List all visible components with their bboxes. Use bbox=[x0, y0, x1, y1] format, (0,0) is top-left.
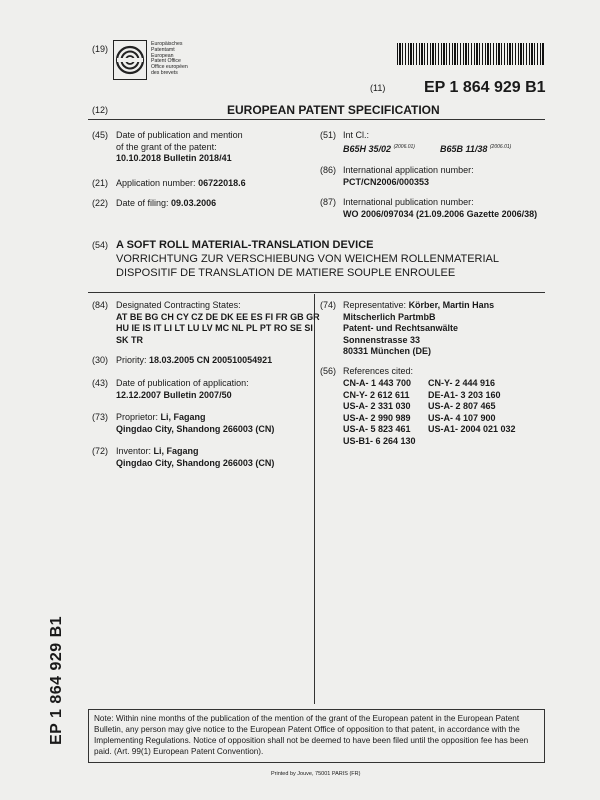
inid-54: (54) bbox=[92, 240, 109, 250]
priority bbox=[116, 355, 272, 367]
inid-45: (45) bbox=[92, 130, 109, 140]
reference-item: US-A1- 2004 021 032 bbox=[428, 424, 516, 434]
inid-73: (73) bbox=[92, 412, 109, 422]
title-english: A SOFT ROLL MATERIAL-TRANSLATION DEVICE bbox=[116, 239, 374, 251]
ipc-version: (2006.01) bbox=[489, 144, 512, 150]
office-line: Patent Office bbox=[151, 58, 181, 65]
grant-label: Date of publication and mention bbox=[116, 130, 243, 140]
reference-item: US-A- 2 331 030 bbox=[343, 401, 411, 411]
office-line: Office européen bbox=[151, 64, 188, 71]
rep-line: Sonnenstrasse 33 bbox=[343, 334, 421, 345]
states-label: Designated Contracting States: bbox=[116, 300, 241, 310]
reference-item: CN-A- 1 443 700 bbox=[343, 378, 412, 388]
int-publication-label: International publication number: bbox=[343, 197, 474, 207]
inid-12: (12) bbox=[92, 105, 109, 115]
inid-86: (86) bbox=[320, 165, 337, 175]
inventor bbox=[116, 446, 274, 469]
rep-line: 80331 München (DE) bbox=[343, 346, 432, 356]
proprietor-label: Proprietor: bbox=[116, 412, 159, 422]
inid-56: (56) bbox=[320, 366, 337, 376]
proprietor-address: Qingdao City, Shandong 266003 (CN) bbox=[116, 423, 275, 434]
inventor-address: Qingdao City, Shandong 266003 (CN) bbox=[116, 457, 275, 468]
opposition-note-box bbox=[88, 709, 545, 763]
int-publication-value: WO 2006/097034 (21.09.2006 Gazette 2006/38) bbox=[343, 208, 538, 219]
reference-item: CN-Y- 2 612 611 bbox=[343, 389, 410, 400]
reference-item: US-A- 4 107 900 bbox=[428, 412, 496, 423]
epo-logo bbox=[113, 40, 193, 84]
ipc-version: (2006.01) bbox=[393, 144, 415, 150]
reference-item bbox=[428, 436, 528, 448]
header-rule bbox=[88, 119, 545, 120]
refs-label: References cited: bbox=[343, 366, 414, 376]
inid-74: (74) bbox=[320, 300, 337, 310]
int-application-value: PCT/CN2006/000353 bbox=[343, 176, 430, 187]
printer-info: Printed by Jouve, 75001 PARIS (FR) bbox=[271, 771, 361, 777]
ipc-class-1 bbox=[343, 142, 415, 156]
reference-item: CN-Y- 2 444 916 bbox=[428, 378, 496, 388]
inid-30: (30) bbox=[92, 355, 109, 365]
apppub-label: Date of publication of application: bbox=[116, 378, 249, 388]
inid-19: (19) bbox=[92, 44, 109, 54]
filing-label: Date of filing: bbox=[116, 198, 169, 208]
office-line: Europäisches bbox=[151, 41, 183, 47]
states-line: SK TR bbox=[116, 334, 143, 345]
application-number bbox=[116, 178, 246, 190]
inid-21: (21) bbox=[92, 178, 109, 188]
office-line: des brevets bbox=[151, 69, 178, 76]
designated-states bbox=[116, 300, 320, 346]
inid-84: (84) bbox=[92, 300, 109, 310]
epo-emblem-icon bbox=[113, 40, 147, 80]
reference-item: US-A- 2 807 465 bbox=[428, 401, 496, 411]
reference-item: DE-A1- 3 203 160 bbox=[428, 389, 501, 400]
column-divider bbox=[314, 294, 315, 704]
title-french: DISPOSITIF DE TRANSLATION DE MATIERE SOUPLE ENROULEE bbox=[116, 267, 456, 279]
ipc-code: B65H 35/02 bbox=[343, 144, 392, 154]
office-line: Patentamt bbox=[151, 46, 175, 53]
office-name-block bbox=[151, 42, 188, 77]
inventor-name: Li, Fagang bbox=[153, 446, 199, 456]
inid-72: (72) bbox=[92, 446, 109, 456]
priority-label: Priority: bbox=[116, 355, 147, 365]
title-block bbox=[116, 238, 499, 280]
spine-publication-number: EP 1 864 929 B1 bbox=[48, 615, 65, 745]
inid-43: (43) bbox=[92, 378, 109, 388]
representative bbox=[343, 300, 494, 358]
opposition-note: Note: Within nine months of the publication of the mention of the grant of the European patent in the European Patent Bulletin, any person may give notice to the European Patent Office of opposition to that patent, in accordance with the Implementing Regulations. Notice of opposition shall not be deemed to have been filed until the opposition fee has been paid. (Art. 99(1) European Patent Convention). bbox=[94, 714, 529, 756]
reference-item: US-A- 5 823 461 bbox=[343, 424, 411, 434]
office-line: European bbox=[151, 52, 174, 59]
application-publication bbox=[116, 378, 249, 401]
intcl-label: Int Cl.: bbox=[343, 130, 370, 140]
application-value: 06722018.6 bbox=[198, 178, 246, 188]
filing-date bbox=[116, 198, 216, 210]
rep-name: Körber, Martin Hans bbox=[408, 300, 495, 310]
grant-date-block bbox=[116, 130, 243, 165]
document-type: EUROPEAN PATENT SPECIFICATION bbox=[227, 103, 440, 117]
barcode bbox=[397, 43, 544, 65]
application-label: Application number: bbox=[116, 178, 196, 188]
title-german: VORRICHTUNG ZUR VERSCHIEBUNG VON WEICHEM ROLLENMATERIAL bbox=[116, 253, 500, 265]
ipc-class-2 bbox=[440, 142, 511, 156]
int-publication bbox=[343, 197, 537, 220]
states-line: HU IE IS IT LI LT LU LV MC NL PL PT RO SE SI bbox=[116, 323, 313, 333]
title-rule bbox=[88, 292, 545, 293]
int-application-label: International application number: bbox=[343, 165, 474, 175]
grant-value: 10.10.2018 Bulletin 2018/41 bbox=[116, 153, 232, 163]
rep-line: Patent- und Rechtsanwälte bbox=[343, 323, 459, 333]
grant-label: of the grant of the patent: bbox=[116, 141, 217, 152]
apppub-value: 12.12.2007 Bulletin 2007/50 bbox=[116, 389, 232, 400]
priority-value: 18.03.2005 CN 200510054921 bbox=[149, 355, 273, 365]
inid-22: (22) bbox=[92, 198, 109, 208]
inid-51: (51) bbox=[320, 130, 337, 140]
inid-87: (87) bbox=[320, 197, 337, 207]
inid-11: (11) bbox=[370, 83, 386, 93]
filing-value: 09.03.2006 bbox=[171, 198, 217, 208]
states-line: AT BE BG CH CY CZ DE DK EE ES FI FR GB GR bbox=[116, 311, 320, 322]
rep-label: Representative: bbox=[343, 300, 407, 310]
reference-item: US-A- 2 990 989 bbox=[343, 412, 411, 423]
ipc-code: B65B 11/38 bbox=[440, 144, 488, 154]
proprietor bbox=[116, 412, 274, 435]
publication-number: EP 1 864 929 B1 bbox=[424, 79, 546, 96]
rep-line: Mitscherlich PartmbB bbox=[343, 311, 436, 322]
inventor-label: Inventor: bbox=[116, 446, 152, 456]
references-list bbox=[343, 378, 543, 447]
proprietor-name: Li, Fagang bbox=[160, 412, 206, 422]
reference-item: US-B1- 6 264 130 bbox=[343, 435, 416, 446]
int-application bbox=[343, 165, 474, 188]
